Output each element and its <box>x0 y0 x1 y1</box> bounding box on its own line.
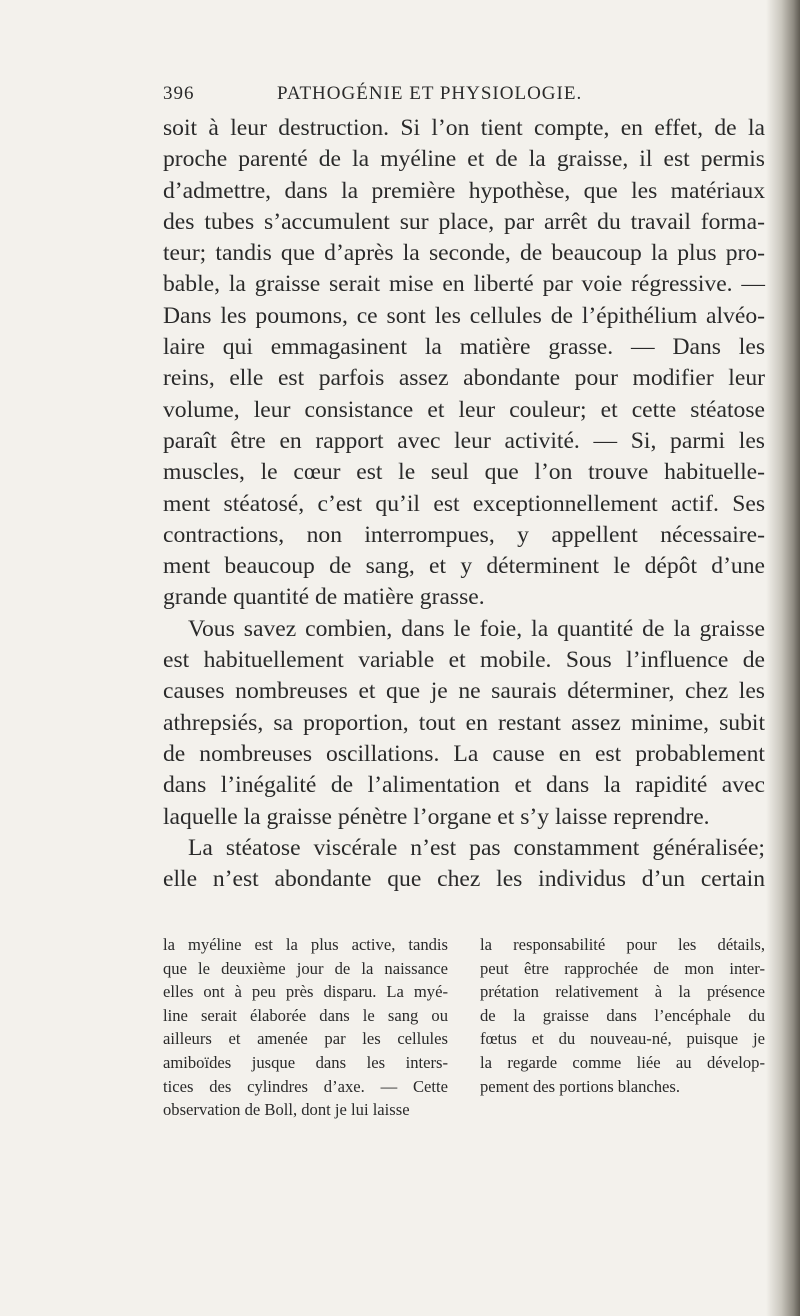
text-line: est habituellement variable et mobile. Sous l’influence de <box>163 647 765 674</box>
page-edge-shadow <box>766 0 800 1316</box>
text-line: elle n’est abondante que chez les individus d’un certain <box>163 866 765 893</box>
text-line: reins, elle est parfois assez abondante pour modifier leur <box>163 365 765 392</box>
footnotes <box>163 933 765 1122</box>
text-line: des tubes s’accumulent sur place, par arrêt du travail forma- <box>163 208 765 235</box>
text-line: bable, la graisse serait mise en liberté par voie régressive. — <box>163 271 765 298</box>
text-line: ment stéatosé, c’est qu’il est exceptionnellement actif. Ses <box>163 490 765 517</box>
page-number: 396 <box>163 83 195 104</box>
footnote-line: la regarde comme liée au dévelop- <box>480 1052 765 1072</box>
text-line: laire qui emmagasinent la matière grasse. — Dans les <box>163 334 765 361</box>
footnote-line: que le deuxième jour de la naissance <box>163 958 448 978</box>
text-line: muscles, le cœur est le seul que l’on trouve habituelle- <box>163 459 765 486</box>
text-line: causes nombreuses et que je ne saurais déterminer, chez les <box>163 678 765 705</box>
footnote-line: tices des cylindres d’axe. — Cette <box>163 1076 448 1096</box>
text-line: teur; tandis que d’après la seconde, de beaucoup la plus pro- <box>163 240 765 267</box>
text-line: proche parenté de la myéline et de la graisse, il est permis <box>163 146 765 173</box>
text-line: Dans les poumons, ce sont les cellules de l’épithélium alvéo- <box>163 302 765 329</box>
text-line: ment beaucoup de sang, et y déterminent le dépôt d’une <box>163 553 765 580</box>
text-line: dans l’inégalité de l’alimentation et dans la rapidité avec <box>163 772 765 799</box>
footnote-line: de la graisse dans l’encéphale du <box>480 1005 765 1025</box>
main-text <box>163 113 765 895</box>
text-line: contractions, non interrompues, y appellent nécessaire- <box>163 521 765 548</box>
footnote-line: ailleurs et amenée par les cellules <box>163 1029 448 1049</box>
footnote-line: observation de Boll, dont je lui laisse <box>163 1100 410 1120</box>
text-line: d’admettre, dans la première hypothèse, que les matériaux <box>163 177 765 204</box>
text-line: laquelle la graisse pénètre l’organe et s’y laisse reprendre. <box>163 803 710 830</box>
text-line: paraît être en rapport avec leur activité. — Si, parmi les <box>163 427 765 454</box>
text-line: volume, leur consistance et leur couleur; et cette stéatose <box>163 396 765 423</box>
footnote-line: fœtus et du nouveau-né, puisque je <box>480 1029 765 1049</box>
footnote-line: la responsabilité pour les détails, <box>480 935 765 954</box>
footnote-line: pement des portions blanches. <box>480 1076 681 1096</box>
running-title: PATHOGÉNIE ET PHYSIOLOGIE. <box>277 83 583 104</box>
footnote-line: prétation relativement à la présence <box>480 982 765 1002</box>
footnote-line: elles ont à peu près disparu. La myé- <box>163 982 448 1002</box>
text-line: athrepsiés, sa proportion, tout en restant assez minime, subit <box>163 709 765 736</box>
footnote-line: line serait élaborée dans le sang ou <box>163 1005 448 1025</box>
footnote-line: peut être rapprochée de mon inter- <box>480 958 765 978</box>
footnote-column-right <box>480 933 765 1122</box>
text-line: La stéatose viscérale n’est pas constamment généralisée; <box>188 834 765 861</box>
text-line: de nombreuses oscillations. La cause en est probablement <box>163 740 765 767</box>
text-line: grande quantité de matière grasse. <box>163 584 485 611</box>
running-header <box>163 83 723 109</box>
text-line: Vous savez combien, dans le foie, la quantité de la graisse <box>188 615 765 642</box>
footnote-column-left <box>163 933 448 1122</box>
footnote-line: la myéline est la plus active, tandis <box>163 935 448 954</box>
footnote-line: amiboïdes jusque dans les inters- <box>163 1052 448 1072</box>
text-line: soit à leur destruction. Si l’on tient compte, en effet, de la <box>163 115 765 141</box>
